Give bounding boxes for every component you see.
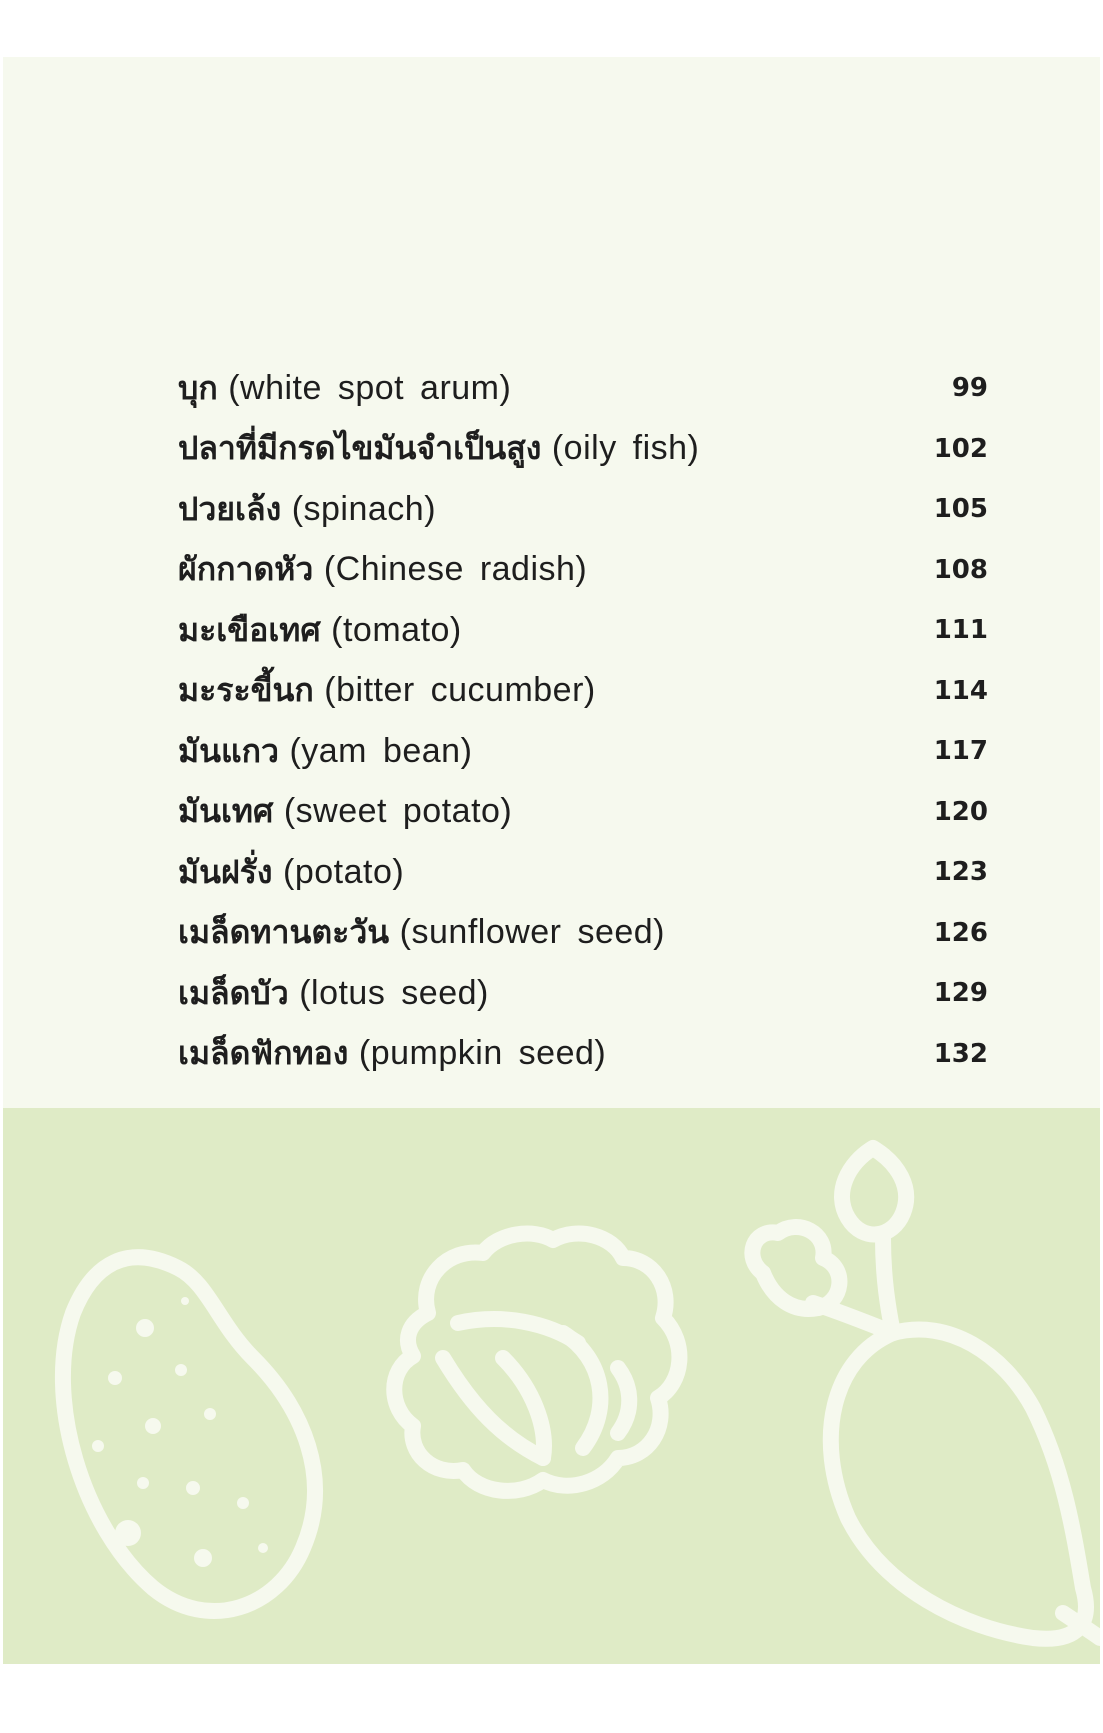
cabbage-icon [394, 1234, 679, 1491]
toc-entry [178, 968, 489, 1019]
toc-entry [178, 544, 587, 595]
table-of-contents [178, 358, 988, 1084]
toc-row[interactable] [178, 661, 988, 722]
toc-thai-title: มะระขี้นก [178, 671, 314, 710]
toc-entry [178, 605, 462, 656]
toc-thai-title: เมล็ดฟักทอง [178, 1034, 349, 1073]
toc-page-number: 117 [933, 736, 988, 767]
toc-english-title: (sweet potato) [283, 792, 513, 831]
toc-english-title: (pumpkin seed) [358, 1034, 607, 1073]
toc-english-title: (bitter cucumber) [324, 671, 596, 710]
toc-english-title: (lotus seed) [299, 973, 489, 1012]
toc-entry [178, 907, 665, 958]
toc-thai-title: บุก [178, 368, 218, 407]
toc-english-title: (sunflower seed) [399, 913, 666, 952]
toc-thai-title: มันฝรั่ง [178, 852, 273, 891]
toc-row[interactable] [178, 540, 988, 601]
toc-thai-title: ปลาที่มีกรดไขมันจำเป็นสูง [178, 429, 542, 468]
radish-icon [752, 1148, 1100, 1639]
toc-thai-title: มันเทศ [178, 792, 274, 831]
toc-row[interactable] [178, 721, 988, 782]
toc-page-number: 114 [933, 675, 988, 706]
toc-english-title: (oily fish) [551, 429, 700, 468]
toc-thai-title: ผักกาดหัว [178, 550, 314, 589]
toc-page-number: 102 [933, 433, 988, 464]
toc-row[interactable] [178, 903, 988, 964]
toc-english-title: (potato) [283, 852, 405, 891]
toc-page-number: 108 [933, 554, 988, 585]
toc-english-title: (spinach) [291, 489, 437, 528]
toc-row[interactable] [178, 1024, 988, 1085]
toc-page-number: 132 [933, 1038, 988, 1069]
toc-page-number: 111 [933, 615, 988, 646]
toc-page-number: 120 [933, 796, 988, 827]
toc-page-number: 105 [933, 494, 988, 525]
toc-row[interactable] [178, 479, 988, 540]
decorative-vegetable-band [3, 1108, 1100, 1664]
toc-entry [178, 726, 472, 777]
toc-entry [178, 423, 699, 474]
toc-english-title: (Chinese radish) [323, 550, 588, 589]
toc-english-title: (tomato) [331, 610, 462, 649]
toc-thai-title: เมล็ดบัว [178, 973, 289, 1012]
toc-page-number: 126 [933, 917, 988, 948]
toc-entry [178, 363, 511, 414]
toc-english-title: (white spot arum) [228, 368, 512, 407]
toc-row[interactable] [178, 600, 988, 661]
toc-thai-title: ปวยเล้ง [178, 489, 282, 528]
toc-row[interactable] [178, 963, 988, 1024]
toc-english-title: (yam bean) [289, 731, 473, 770]
toc-thai-title: เมล็ดทานตะวัน [178, 913, 390, 952]
toc-row[interactable] [178, 782, 988, 843]
toc-thai-title: มะเขือเทศ [178, 610, 321, 649]
toc-thai-title: มันแกว [178, 731, 279, 770]
toc-entry [178, 1028, 606, 1079]
vegetable-illustrations [3, 1108, 1100, 1664]
toc-entry [178, 786, 512, 837]
toc-page-number: 129 [933, 978, 988, 1009]
toc-entry [178, 847, 404, 898]
toc-row[interactable] [178, 358, 988, 419]
toc-entry [178, 484, 436, 535]
toc-entry [178, 665, 596, 716]
toc-page-number: 99 [951, 373, 988, 404]
toc-row[interactable] [178, 842, 988, 903]
toc-page-number: 123 [933, 857, 988, 888]
potato-icon [63, 1257, 315, 1611]
toc-row[interactable] [178, 419, 988, 480]
